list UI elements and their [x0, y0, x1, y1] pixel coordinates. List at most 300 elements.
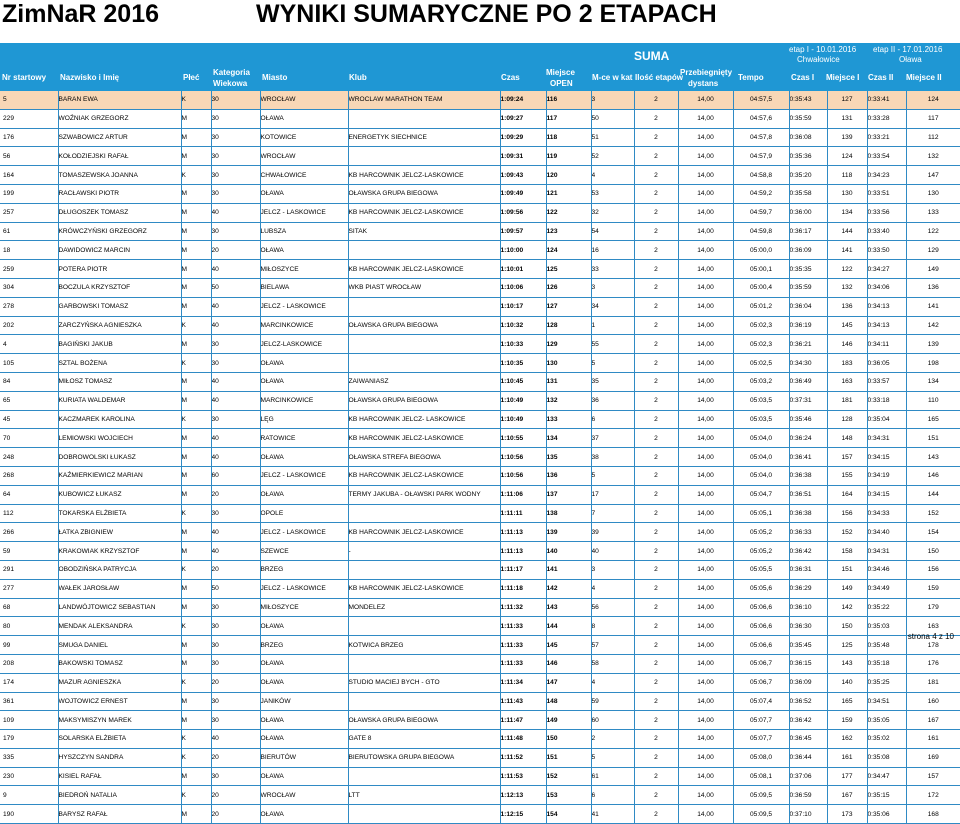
table-cell: M: [181, 184, 211, 203]
table-cell: KACZMAREK KAROLINA: [58, 410, 181, 429]
table-cell: OŁAWA: [260, 617, 348, 636]
table-cell: 0:36:09: [789, 673, 827, 692]
table-cell: 05:00,0: [733, 241, 789, 260]
table-cell: 05:09,5: [733, 805, 789, 824]
table-cell: KURIATA WALDEMAR: [58, 391, 181, 410]
table-cell: 30: [211, 166, 260, 185]
table-cell: 05:07,7: [733, 730, 789, 749]
table-cell: 5: [591, 748, 634, 767]
table-cell: 147: [906, 166, 960, 185]
table-cell: 0:33:54: [867, 147, 906, 166]
table-cell: 1:09:49: [500, 184, 546, 203]
table-cell: 117: [546, 109, 591, 128]
table-cell: 0:36:21: [789, 335, 827, 354]
table-cell: 154: [906, 523, 960, 542]
col-club: Klub: [349, 73, 367, 82]
table-cell: 361: [0, 692, 58, 711]
table-cell: WROCŁAW: [260, 91, 348, 109]
table-cell: 140: [827, 673, 867, 692]
table-cell: 4: [0, 335, 58, 354]
table-cell: [348, 654, 500, 673]
table-cell: 2: [634, 372, 678, 391]
table-row: [0, 617, 960, 636]
table-cell: 59: [0, 542, 58, 561]
table-row: [0, 128, 960, 147]
table-cell: TOMASZEWSKA JOANNA: [58, 166, 181, 185]
table-cell: 1:11:11: [500, 504, 546, 523]
table-cell: 156: [906, 560, 960, 579]
table-cell: 131: [827, 109, 867, 128]
table-cell: 1:11:33: [500, 617, 546, 636]
table-cell: KRAKOWIAK KRZYSZTOF: [58, 542, 181, 561]
table-cell: 143: [827, 654, 867, 673]
table-cell: 1:11:06: [500, 485, 546, 504]
table-cell: 304: [0, 278, 58, 297]
table-cell: 33: [591, 260, 634, 279]
table-cell: [348, 560, 500, 579]
table-cell: 05:03,2: [733, 372, 789, 391]
table-cell: 0:34:15: [867, 448, 906, 467]
table-cell: 0:34:19: [867, 466, 906, 485]
table-cell: 14,00: [678, 673, 733, 692]
table-cell: SMUGA DANIEL: [58, 636, 181, 655]
table-cell: 2: [634, 504, 678, 523]
table-cell: 1:10:35: [500, 354, 546, 373]
table-cell: [348, 805, 500, 824]
table-row: [0, 410, 960, 429]
table-cell: KB HARCOWNIK JELCZ-LASKOWICE: [348, 579, 500, 598]
table-cell: WROCŁAW: [260, 147, 348, 166]
table-cell: OŁAWA: [260, 485, 348, 504]
table-row: [0, 805, 960, 824]
table-cell: JANIKÓW: [260, 692, 348, 711]
table-cell: 137: [546, 485, 591, 504]
table-cell: [348, 297, 500, 316]
table-cell: 143: [546, 598, 591, 617]
table-row: [0, 448, 960, 467]
table-cell: 0:33:21: [867, 128, 906, 147]
table-cell: 157: [906, 767, 960, 786]
table-cell: 30: [211, 222, 260, 241]
table-cell: 30: [211, 692, 260, 711]
table-cell: M: [181, 222, 211, 241]
table-cell: 30: [211, 335, 260, 354]
table-cell: 129: [546, 335, 591, 354]
table-cell: 20: [211, 786, 260, 805]
table-cell: BAGIŃSKI JAKUB: [58, 335, 181, 354]
table-cell: M: [181, 109, 211, 128]
table-row: [0, 166, 960, 185]
table-cell: 165: [906, 410, 960, 429]
table-cell: 14,00: [678, 109, 733, 128]
table-cell: BIEDROŃ NATALIA: [58, 786, 181, 805]
table-cell: 30: [211, 617, 260, 636]
table-row: [0, 711, 960, 730]
table-cell: 16: [591, 241, 634, 260]
table-cell: M: [181, 448, 211, 467]
table-cell: 151: [906, 429, 960, 448]
table-cell: 2: [634, 748, 678, 767]
table-cell: 35: [591, 372, 634, 391]
table-cell: 14,00: [678, 730, 733, 749]
table-cell: 14,00: [678, 166, 733, 185]
table-cell: OŁAWA: [260, 654, 348, 673]
table-cell: 0:34:31: [867, 542, 906, 561]
table-cell: OŁAWSKA GRUPA BIEGOWA: [348, 316, 500, 335]
table-cell: 167: [906, 711, 960, 730]
table-cell: 61: [0, 222, 58, 241]
table-cell: 5: [0, 91, 58, 109]
table-cell: 123: [546, 222, 591, 241]
table-cell: 14,00: [678, 241, 733, 260]
table-cell: 150: [827, 617, 867, 636]
table-cell: 05:01,2: [733, 297, 789, 316]
table-cell: 20: [211, 485, 260, 504]
table-cell: 14,00: [678, 222, 733, 241]
table-cell: 05:04,0: [733, 466, 789, 485]
table-cell: 129: [906, 241, 960, 260]
table-cell: SZWABOWICZ ARTUR: [58, 128, 181, 147]
table-cell: 134: [546, 429, 591, 448]
table-cell: 2: [634, 636, 678, 655]
table-cell: LTT: [348, 786, 500, 805]
table-cell: [348, 692, 500, 711]
table-cell: 2: [634, 241, 678, 260]
table-cell: 0:34:11: [867, 335, 906, 354]
table-cell: 6: [591, 786, 634, 805]
table-cell: 2: [634, 147, 678, 166]
table-cell: 167: [827, 786, 867, 805]
table-row: [0, 542, 960, 561]
table-cell: OŁAWA: [260, 372, 348, 391]
table-cell: ZAIWANIASZ: [348, 372, 500, 391]
table-cell: 05:06,6: [733, 598, 789, 617]
table-row: [0, 391, 960, 410]
table-cell: M: [181, 579, 211, 598]
table-cell: 14,00: [678, 466, 733, 485]
table-cell: SZTAL BOŻENA: [58, 354, 181, 373]
table-cell: 158: [827, 542, 867, 561]
table-cell: 05:05,2: [733, 523, 789, 542]
table-cell: 181: [906, 673, 960, 692]
table-cell: [348, 109, 500, 128]
table-cell: 0:34:49: [867, 579, 906, 598]
table-cell: 05:05,6: [733, 579, 789, 598]
table-cell: 248: [0, 448, 58, 467]
table-cell: K: [181, 316, 211, 335]
table-cell: 0:36:24: [789, 429, 827, 448]
table-cell: K: [181, 730, 211, 749]
table-cell: K: [181, 166, 211, 185]
event-title: ZimNaR 2016: [2, 0, 160, 28]
table-cell: 2: [634, 429, 678, 448]
table-cell: M: [181, 654, 211, 673]
table-cell: 1:11:33: [500, 636, 546, 655]
table-cell: SOLARSKA ELŻBIETA: [58, 730, 181, 749]
table-cell: 2: [634, 109, 678, 128]
table-row: [0, 692, 960, 711]
table-cell: 05:09,5: [733, 786, 789, 805]
table-cell: 50: [591, 109, 634, 128]
table-cell: KB HARCOWNIK JELCZ- LASKOWICE: [348, 410, 500, 429]
table-cell: 05:07,4: [733, 692, 789, 711]
table-cell: 110: [906, 391, 960, 410]
table-cell: 14,00: [678, 91, 733, 109]
col-place-I: Miejsce I: [826, 73, 860, 82]
table-cell: WROCLAW MARATHON TEAM: [348, 91, 500, 109]
table-cell: WROCŁAW: [260, 786, 348, 805]
table-cell: 05:03,5: [733, 391, 789, 410]
table-cell: 0:35:25: [867, 673, 906, 692]
table-cell: 30: [211, 354, 260, 373]
table-header: [0, 43, 960, 91]
table-cell: K: [181, 410, 211, 429]
table-cell: 176: [906, 654, 960, 673]
table-cell: 1:11:17: [500, 560, 546, 579]
table-cell: M: [181, 636, 211, 655]
table-cell: 0:33:51: [867, 184, 906, 203]
table-cell: 1:09:27: [500, 109, 546, 128]
table-cell: 0:36:04: [789, 297, 827, 316]
table-cell: 05:02,3: [733, 335, 789, 354]
table-cell: STUDIO MACIEJ BYCH - GTO: [348, 673, 500, 692]
table-cell: 0:33:50: [867, 241, 906, 260]
table-cell: 172: [906, 786, 960, 805]
table-cell: 177: [827, 767, 867, 786]
table-cell: 2: [634, 203, 678, 222]
table-cell: 05:04,0: [733, 429, 789, 448]
table-cell: M: [181, 711, 211, 730]
table-cell: 132: [906, 147, 960, 166]
table-cell: 14,00: [678, 805, 733, 824]
table-cell: 144: [546, 617, 591, 636]
table-cell: 0:33:57: [867, 372, 906, 391]
table-cell: 14,00: [678, 448, 733, 467]
table-cell: 14,00: [678, 636, 733, 655]
table-cell: 120: [546, 166, 591, 185]
table-cell: 0:35:35: [789, 260, 827, 279]
table-cell: 0:34:15: [867, 485, 906, 504]
table-cell: 68: [0, 598, 58, 617]
table-cell: M: [181, 485, 211, 504]
table-cell: 0:35:48: [867, 636, 906, 655]
table-cell: 0:35:18: [867, 654, 906, 673]
table-row: [0, 673, 960, 692]
table-cell: 04:58,8: [733, 166, 789, 185]
table-cell: 1:11:18: [500, 579, 546, 598]
table-cell: GATE 8: [348, 730, 500, 749]
table-cell: 0:35:02: [867, 730, 906, 749]
table-cell: 2: [634, 673, 678, 692]
table-cell: 176: [0, 128, 58, 147]
table-cell: K: [181, 560, 211, 579]
table-cell: 2: [634, 335, 678, 354]
table-cell: 164: [827, 485, 867, 504]
col-stages: Ilość etapów: [635, 73, 684, 82]
table-cell: 14,00: [678, 767, 733, 786]
page-footer: strona 4 z 10: [907, 632, 954, 641]
table-cell: 169: [906, 748, 960, 767]
table-cell: 39: [591, 523, 634, 542]
table-cell: KB HARCOWNIK JELCZ-LASKOWICE: [348, 166, 500, 185]
table-cell: 124: [827, 147, 867, 166]
table-row: [0, 767, 960, 786]
table-cell: 179: [906, 598, 960, 617]
table-cell: 14,00: [678, 692, 733, 711]
table-cell: M: [181, 391, 211, 410]
table-cell: K: [181, 617, 211, 636]
table-cell: 8: [591, 617, 634, 636]
table-cell: 151: [546, 748, 591, 767]
table-cell: 1:09:56: [500, 203, 546, 222]
table-cell: [348, 335, 500, 354]
table-cell: LUBSZA: [260, 222, 348, 241]
table-row: [0, 372, 960, 391]
table-cell: 14,00: [678, 335, 733, 354]
col-time-1: Czas I: [791, 73, 815, 82]
table-cell: 54: [591, 222, 634, 241]
table-cell: 2: [634, 485, 678, 504]
table-cell: M: [181, 278, 211, 297]
col-place-1: Miejsce: [546, 68, 575, 77]
table-cell: 0:35:45: [789, 636, 827, 655]
table-cell: SITAK: [348, 222, 500, 241]
table-cell: 1:10:17: [500, 297, 546, 316]
table-cell: 14,00: [678, 429, 733, 448]
table-cell: 119: [546, 147, 591, 166]
table-cell: 128: [827, 410, 867, 429]
table-cell: 40: [211, 448, 260, 467]
table-cell: 0:35:05: [867, 711, 906, 730]
table-cell: 20: [211, 560, 260, 579]
table-cell: 116: [546, 91, 591, 109]
table-cell: OŁAWA: [260, 673, 348, 692]
table-cell: MAKSYMISZYN MAREK: [58, 711, 181, 730]
page-title: WYNIKI SUMARYCZNE PO 2 ETAPACH: [256, 0, 717, 28]
table-cell: 152: [546, 767, 591, 786]
table-row: [0, 241, 960, 260]
table-cell: 7: [591, 504, 634, 523]
table-cell: 152: [827, 523, 867, 542]
table-cell: 59: [591, 692, 634, 711]
table-cell: [348, 147, 500, 166]
table-cell: 145: [827, 316, 867, 335]
table-cell: M: [181, 241, 211, 260]
table-cell: MENDAK ALEKSANDRA: [58, 617, 181, 636]
table-cell: 0:35:43: [789, 91, 827, 109]
table-cell: OŁAWA: [260, 109, 348, 128]
col-category-2: Wiekowa: [213, 79, 248, 88]
table-cell: GARBOWSKI TOMASZ: [58, 297, 181, 316]
table-cell: BRZEG: [260, 636, 348, 655]
table-cell: 0:36:05: [867, 354, 906, 373]
table-cell: 1:10:49: [500, 391, 546, 410]
table-cell: [348, 504, 500, 523]
table-cell: OŁAWSKA STREFA BIEGOWA: [348, 448, 500, 467]
table-cell: MARCINKOWICE: [260, 316, 348, 335]
table-cell: 1: [591, 316, 634, 335]
table-cell: -: [348, 542, 500, 561]
table-cell: 3: [591, 278, 634, 297]
table-cell: 1:11:53: [500, 767, 546, 786]
table-cell: 2: [634, 767, 678, 786]
table-cell: 140: [546, 542, 591, 561]
table-cell: 2: [634, 391, 678, 410]
table-cell: 60: [211, 466, 260, 485]
table-cell: 0:36:42: [789, 711, 827, 730]
table-cell: 30: [211, 504, 260, 523]
table-cell: 105: [0, 354, 58, 373]
table-row: [0, 429, 960, 448]
table-cell: M: [181, 203, 211, 222]
table-cell: KB HARCOWNIK JELCZ-LASKOWICE: [348, 260, 500, 279]
table-cell: 2: [634, 711, 678, 730]
table-cell: 126: [546, 278, 591, 297]
table-cell: 0:36:38: [789, 504, 827, 523]
table-cell: 65: [0, 391, 58, 410]
col-distance-1: Przebiegnięty: [680, 68, 733, 77]
table-cell: 05:05,2: [733, 542, 789, 561]
table-cell: 40: [211, 542, 260, 561]
table-cell: M: [181, 466, 211, 485]
table-cell: 132: [546, 391, 591, 410]
table-cell: 0:33:28: [867, 109, 906, 128]
table-cell: 0:36:41: [789, 448, 827, 467]
table-cell: 1:11:32: [500, 598, 546, 617]
col-city: Miasto: [262, 73, 288, 82]
table-cell: 57: [591, 636, 634, 655]
table-cell: 161: [827, 748, 867, 767]
table-cell: RATOWICE: [260, 429, 348, 448]
table-cell: 14,00: [678, 260, 733, 279]
table-cell: BARYSZ RAFAŁ: [58, 805, 181, 824]
table-cell: 40: [211, 297, 260, 316]
table-cell: OŁAWSKA GRUPA BIEGOWA: [348, 711, 500, 730]
table-cell: 2: [634, 184, 678, 203]
table-row: [0, 109, 960, 128]
table-cell: BOCZULA KRZYSZTOF: [58, 278, 181, 297]
table-cell: 121: [546, 184, 591, 203]
table-cell: 150: [906, 542, 960, 561]
table-cell: K: [181, 354, 211, 373]
table-cell: 2: [634, 278, 678, 297]
table-cell: 0:34:13: [867, 316, 906, 335]
table-cell: BAKOWSKI TOMASZ: [58, 654, 181, 673]
table-cell: 20: [211, 748, 260, 767]
table-cell: JELCZ - LASKOWICE: [260, 579, 348, 598]
table-cell: 133: [906, 203, 960, 222]
etap1-label: etap I - 10.01.2016: [789, 45, 857, 54]
table-cell: 1:11:13: [500, 523, 546, 542]
table-row: [0, 598, 960, 617]
table-cell: 0:35:04: [867, 410, 906, 429]
table-cell: KOTOWICE: [260, 128, 348, 147]
table-cell: MARCINKOWICE: [260, 391, 348, 410]
results-table: [0, 91, 960, 824]
table-cell: 04:57,8: [733, 128, 789, 147]
col-place-II: Miejsce II: [906, 73, 942, 82]
table-cell: 14,00: [678, 278, 733, 297]
table-cell: 2: [634, 730, 678, 749]
table-cell: 38: [591, 448, 634, 467]
table-cell: OŁAWSKA GRUPA BIEGOWA: [348, 391, 500, 410]
col-mkat: M-ce w kat: [592, 73, 633, 82]
table-cell: 1:10:32: [500, 316, 546, 335]
table-cell: 122: [827, 260, 867, 279]
table-cell: DŁUGOSZEK TOMASZ: [58, 203, 181, 222]
table-cell: M: [181, 598, 211, 617]
table-cell: 149: [906, 260, 960, 279]
